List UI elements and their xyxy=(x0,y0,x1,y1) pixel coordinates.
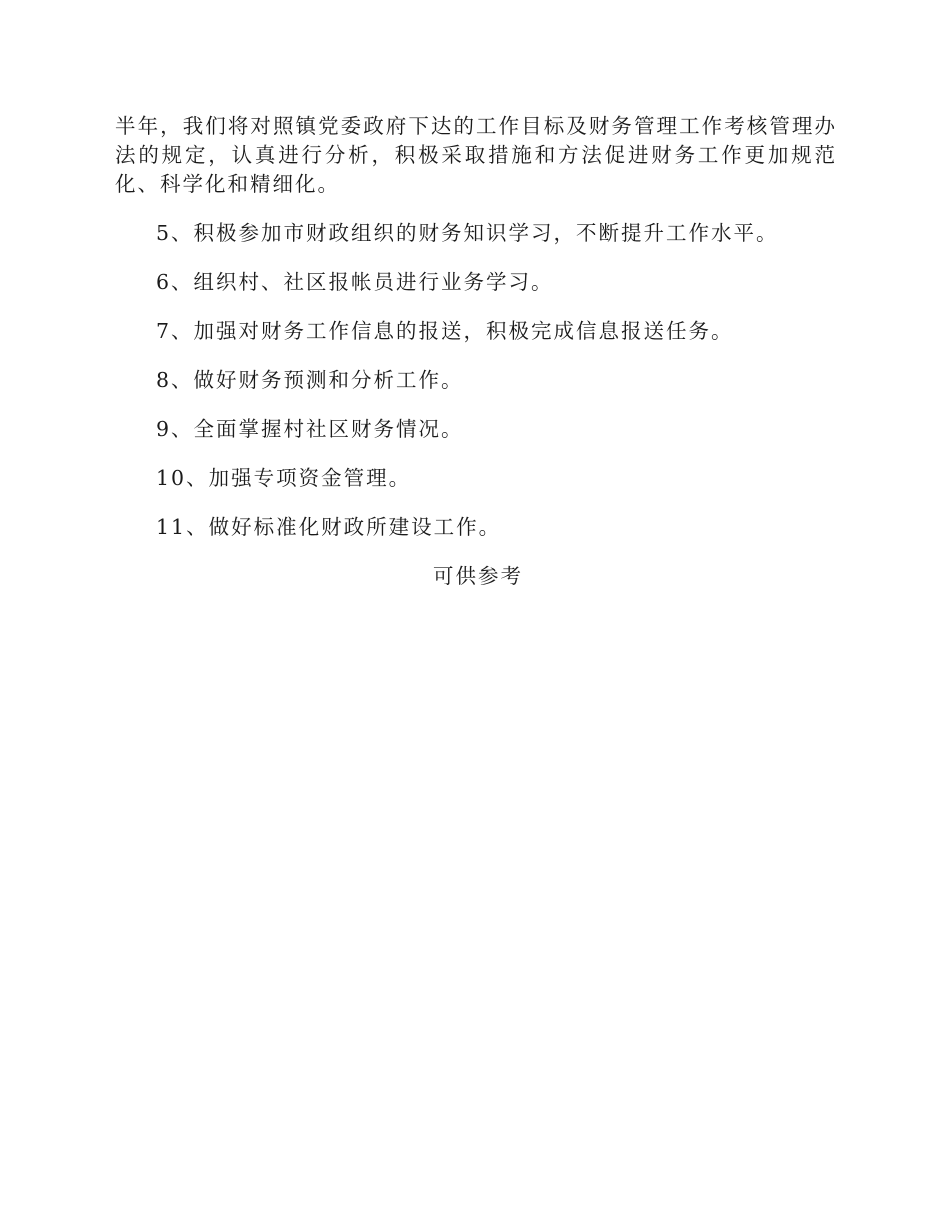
list-item: 11、做好标准化财政所建设工作。 xyxy=(156,515,502,539)
list-item: 10、加强专项资金管理。 xyxy=(156,466,412,490)
list-item: 8、做好财务预测和分析工作。 xyxy=(156,368,464,392)
list-item: 5、积极参加市财政组织的财务知识学习，不断提升工作水平。 xyxy=(156,221,779,245)
list-item: 9、全面掌握村社区财务情况。 xyxy=(156,417,464,441)
document-body xyxy=(115,112,837,591)
list-item: 7、加强对财务工作信息的报送，积极完成信息报送任务。 xyxy=(156,319,734,343)
intro-paragraph: 半年，我们将对照镇党委政府下达的工作目标及财务管理工作考核管理办法的规定，认真进行分析，积极采取措施和方法促进财务工作更加规范化、科学化和精细化。 xyxy=(115,114,837,196)
list-item: 6、组织村、社区报帐员进行业务学习。 xyxy=(156,270,554,294)
footer-note: 可供参考 xyxy=(433,564,523,588)
